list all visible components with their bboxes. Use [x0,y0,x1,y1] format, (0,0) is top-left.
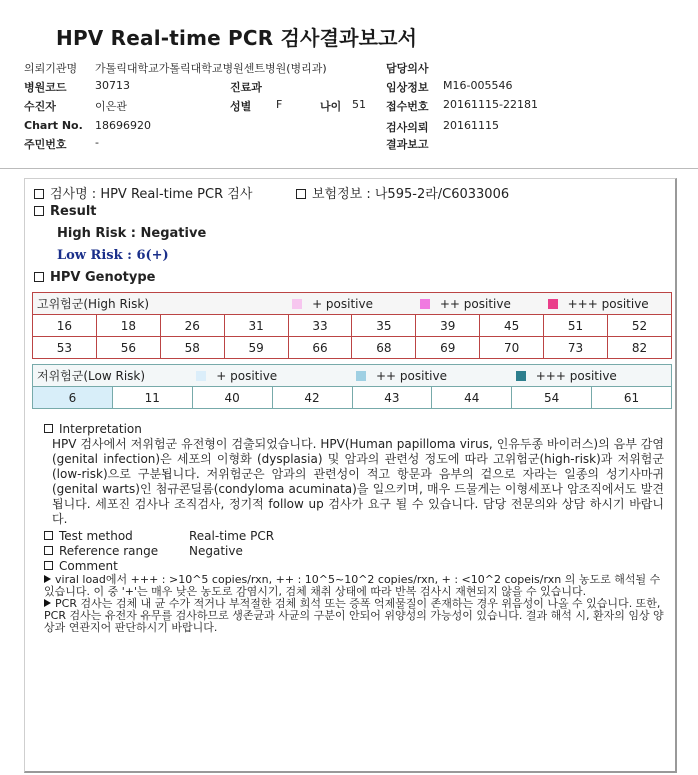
legend-label: +++ positive [535,368,617,383]
genotype-cell: 42 [272,387,352,409]
dept-label: 진료과 [230,81,262,94]
doctor-label: 담당의사 [386,62,429,75]
table-row [33,387,672,409]
legend-label: + positive [216,368,278,383]
legend-label: ++ positive [376,368,447,383]
genotype-cell: 26 [160,315,224,337]
legend-plus [192,365,352,387]
legend-plus-plus [352,365,512,387]
legend-plus-plus-plus [512,365,672,387]
comment-item [44,574,669,598]
legend-label: + positive [312,296,373,311]
chart-value: 18696920 [95,119,151,132]
comment-heading-row [44,559,664,574]
low-risk-header-label: 저위험군(Low Risk) [37,369,146,383]
test-method-value: Real-time PCR [189,529,275,543]
comment-text: PCR 검사는 검체 내 균 수가 적거나 부적절한 검체 희석 또는 증폭 억제물질이 존재하는 경우 위음성이 나올 수 있습니다. 또한, PCR 검사는 유전자 유무를 검사하므로 생존균과 사균의 구분이 안되어 위양성의 가능성이 있습니다. 결과 해석 시, 환자의 임상 양상과 연관지어 판단하시기 바랍니다. [44,597,664,634]
bullet-square-icon [44,424,53,433]
interpretation-text: HPV 검사에서 저위험군 유전형이 검출되었습니다. HPV(Human papilloma virus, 인유두종 바이러스)의 음부 감염(genital infection)은 세포의 이형화 (dysplasia) 및 암과의 관련성 정도에 따라 고위험군(high-risk)과 저위험군(low-risk)으로 구분됩니다. 저위험군은 암과의 관련성이 적고 항문과 음부의 겉으로 자라는 일종의 성기사마귀(genital warts)인 첨규콘딜롬(condyloma acuminata)을 일으키며, 매우 드물게는 이형세포나 암조직에서도 발견 됩니다. 세포진 검사나 조직검사, 정기적 follow up 검사가 요구 될 수 있습니다. 담당 전문의와 상담 하시기 바랍니다. [52,437,664,526]
genotype-cell-positive: 6 [33,387,113,409]
genotype-heading-row [34,270,155,285]
sex-label: 성별 [230,100,252,113]
test-name-row [34,183,252,202]
bullet-square-icon [34,189,44,199]
table-row [33,337,672,359]
genotype-cell: 82 [608,337,672,359]
genotype-cell: 18 [96,315,160,337]
patient-label: 수진자 [24,100,56,113]
bullet-square-icon [44,561,53,570]
result-heading-row [34,204,97,219]
legend-swatch-icon [548,299,558,309]
interpretation-section [44,422,664,574]
legend-swatch-icon [196,371,206,381]
low-risk-table [32,364,672,409]
genotype-cell: 52 [608,315,672,337]
genotype-cell: 59 [224,337,288,359]
reference-range-value: Negative [189,544,243,558]
low-risk-header [33,365,193,387]
receipt-label: 접수번호 [386,100,429,113]
clinical-info-value: M16-005546 [443,79,513,92]
bullet-square-icon [34,272,44,282]
table-row [33,315,672,337]
genotype-cell: 61 [592,387,672,409]
legend-plus-plus-plus [544,293,672,315]
legend-plus [288,293,416,315]
bullet-square-icon [296,189,306,199]
genotype-cell: 16 [33,315,97,337]
genotype-cell: 66 [288,337,352,359]
genotype-cell: 58 [160,337,224,359]
request-value: 20161115 [443,119,499,132]
institution-label: 의뢰기관명 [24,62,78,75]
high-risk-header [33,293,289,315]
interpretation-heading-row [44,422,664,437]
genotype-cell: 31 [224,315,288,337]
bullet-square-icon [44,531,53,540]
age-label: 나이 [320,100,342,113]
resident-label: 주민번호 [24,138,67,151]
test-method-label: Test method [59,529,133,543]
result-heading: Result [50,204,97,219]
comment-item [44,598,669,634]
clinical-info-label: 임상정보 [386,81,429,94]
low-risk-result: Low Risk : 6(+) [57,248,169,263]
test-name: 검사명 : HPV Real-time PCR 검사 [50,187,253,202]
legend-swatch-icon [516,371,526,381]
legend-swatch-icon [292,299,302,309]
genotype-cell: 54 [512,387,592,409]
genotype-cell: 51 [544,315,608,337]
table-header-row [33,293,672,315]
receipt-value: 20161115-22181 [443,98,538,111]
genotype-cell: 40 [192,387,272,409]
genotype-cell: 69 [416,337,480,359]
table-header-row [33,365,672,387]
hospital-code-label: 병원코드 [24,81,67,94]
reference-range-label: Reference range [59,544,159,558]
genotype-cell: 39 [416,315,480,337]
genotype-cell: 70 [480,337,544,359]
age-value: 51 [352,98,366,111]
genotype-heading: HPV Genotype [50,270,156,285]
result-report-label: 결과보고 [386,138,429,151]
insurance-row [296,183,509,202]
comment-heading: Comment [59,559,118,573]
genotype-cell: 53 [33,337,97,359]
arrow-bullet-icon [44,599,51,607]
sex-value: F [276,98,283,111]
high-risk-header-label: 고위험군(High Risk) [37,297,149,311]
genotype-cell: 56 [96,337,160,359]
arrow-bullet-icon [44,575,51,583]
legend-swatch-icon [420,299,430,309]
genotype-cell: 45 [480,315,544,337]
bullet-square-icon [44,546,53,555]
reference-range-row [44,544,664,559]
high-risk-result: High Risk : Negative [57,226,207,241]
genotype-cell: 73 [544,337,608,359]
comment-text: viral load에서 +++ : >10^5 copies/rxn, ++ : 10^5~10^2 copies/rxn, + : <10^2 copeis/rxn 의 농도로 해석될 수 있습니다. 이 중 '+'는 매우 낮은 농도로 감염시기, 검체 채취 상태에 따라 반복 검사시 재현되지 않을 수 있습니다. [44,573,661,598]
legend-plus-plus [416,293,544,315]
hospital-code-value: 30713 [95,79,130,92]
genotype-cell: 33 [288,315,352,337]
insurance-info: 보험정보 : 나595-2라/C6033006 [312,187,510,202]
genotype-cell: 35 [352,315,416,337]
report-title: HPV Real-time PCR 검사결과보고서 [56,26,418,50]
legend-label: +++ positive [567,296,649,311]
chart-label: Chart No. [24,119,83,132]
interpretation-heading: Interpretation [59,422,142,436]
genotype-cell: 68 [352,337,416,359]
legend-label: ++ positive [439,296,511,311]
legend-swatch-icon [356,371,366,381]
header-divider [0,168,698,169]
genotype-cell: 43 [352,387,432,409]
genotype-cell: 44 [432,387,512,409]
test-method-row [44,529,664,544]
high-risk-table [32,292,672,359]
institution-value: 가톨릭대학교가톨릭대학교병원센트병원(병리과) [95,62,327,75]
patient-value: 이은관 [95,100,127,113]
request-label: 검사의뢰 [386,121,429,134]
bullet-square-icon [34,206,44,216]
genotype-cell: 11 [112,387,192,409]
resident-value: - [95,136,99,149]
